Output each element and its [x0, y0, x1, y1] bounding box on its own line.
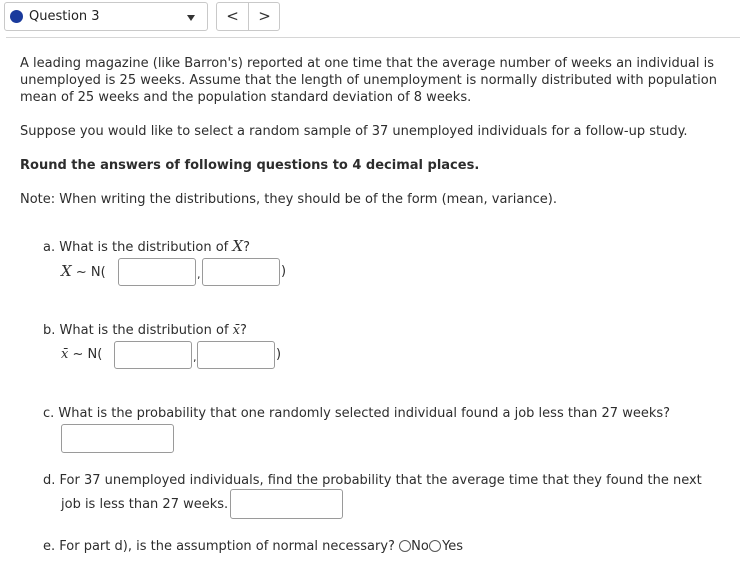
part-a-variance-input[interactable] — [202, 258, 280, 286]
tilde-symbol: ~ — [75, 265, 87, 280]
part-b-prefix: b. What is the distribution of — [43, 323, 233, 338]
part-b-close-paren: ) — [276, 347, 282, 362]
question-nav-buttons — [216, 2, 280, 31]
radio-no[interactable] — [399, 540, 411, 552]
part-a-suffix: ? — [243, 240, 250, 255]
part-a-distribution-label — [61, 263, 106, 281]
rounding-instruction: Round the answers of following questions to 4 decimal places. — [20, 158, 480, 173]
part-b-variable: x̄ — [232, 323, 241, 338]
part-e-question-row — [43, 538, 463, 555]
caret-down-icon — [187, 15, 195, 21]
radio-yes-label[interactable]: Yes — [442, 539, 464, 554]
part-b-comma: , — [193, 351, 197, 364]
part-c-answer-input[interactable] — [61, 424, 174, 453]
radio-no-label[interactable]: No — [411, 539, 429, 554]
part-b-dist-variable: x̄ — [61, 347, 69, 362]
normal-open: N( — [90, 265, 106, 280]
normal-open: N( — [87, 347, 103, 362]
tilde-symbol: ~ — [72, 347, 84, 362]
part-b-distribution-label — [61, 346, 102, 363]
previous-question-button[interactable]: < — [217, 3, 249, 30]
part-b-variance-input[interactable] — [197, 341, 275, 369]
next-question-button[interactable]: > — [258, 7, 271, 25]
part-a-question — [43, 238, 250, 256]
part-d-answer-input[interactable] — [230, 489, 343, 519]
part-a-comma: , — [197, 268, 201, 281]
part-b-question — [43, 322, 247, 339]
question-label: Question 3 — [29, 9, 100, 24]
question-status-dot-icon — [10, 10, 23, 23]
part-c-question: c. What is the probability that one randomly selected individual found a job less than 27 weeks? — [43, 406, 671, 421]
part-b-mean-input[interactable] — [114, 341, 192, 369]
part-a-mean-input[interactable] — [118, 258, 196, 286]
part-b-suffix: ? — [240, 323, 247, 338]
header-divider — [6, 37, 740, 38]
part-a-variable: X — [232, 237, 244, 255]
part-a-prefix: a. What is the distribution of — [43, 240, 233, 255]
radio-yes[interactable] — [429, 540, 441, 552]
part-e-question: e. For part d), is the assumption of normal necessary? — [43, 539, 395, 554]
part-a-dist-variable: X — [61, 262, 72, 280]
question-nav-bar — [0, 0, 742, 36]
part-d-question-line1: d. For 37 unemployed individuals, find the probability that the average time that they found the next — [43, 473, 702, 488]
note-text: Note: When writing the distributions, they should be of the form (mean, variance). — [20, 192, 557, 207]
part-d-question-line2: job is less than 27 weeks. — [61, 497, 229, 512]
part-a-close-paren: ) — [281, 264, 287, 279]
sample-description: Suppose you would like to select a random sample of 37 unemployed individuals for a follow-up study. — [20, 124, 688, 139]
question-selector[interactable] — [4, 2, 208, 31]
problem-intro: A leading magazine (like Barron's) reported at one time that the average number of weeks an individual is unemployed is 25 weeks. Assume that the length of unemployment is normally distributed with population mean of 25 weeks and the population standard deviation of 8 weeks. — [20, 56, 717, 105]
